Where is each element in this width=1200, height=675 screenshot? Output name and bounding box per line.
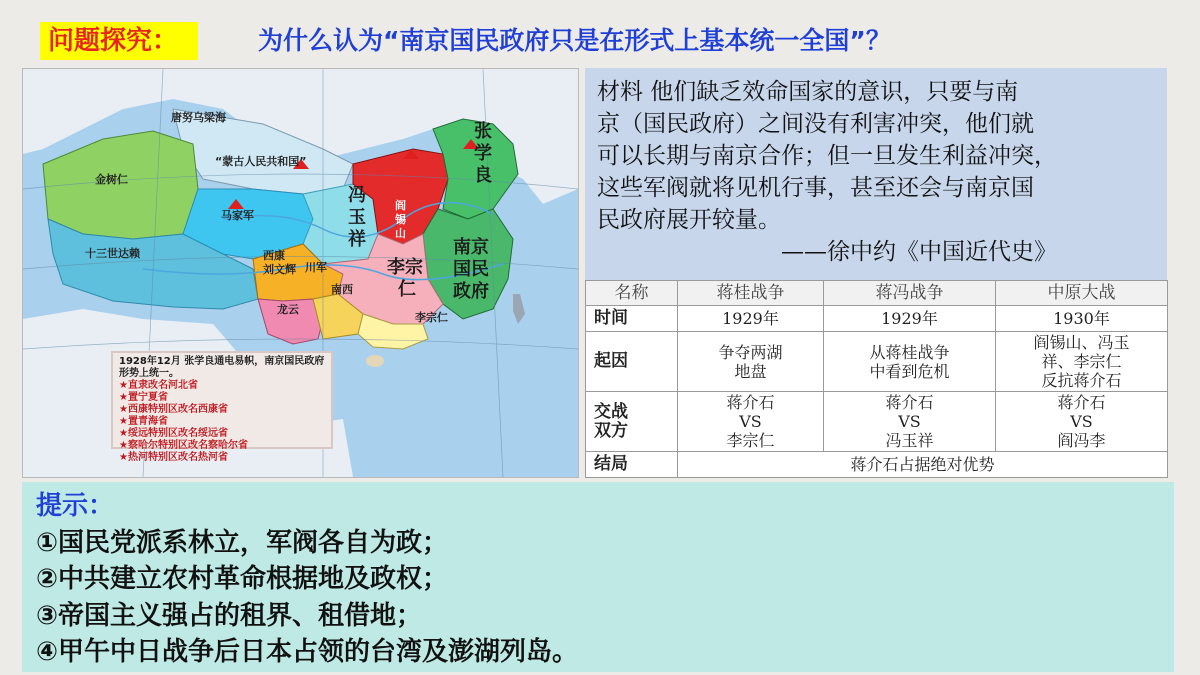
row-label: 结局 [586,452,678,478]
material-line: 材料 他们缺乏效命国家的意识，只要与南 [597,79,1019,105]
label-tannu: 唐努乌梁海 [171,111,226,124]
label-nanxi: 南西 [331,283,353,296]
material-source: ——徐中约《中国近代史》 [781,239,1057,265]
table-header: 蒋冯战争 [824,281,996,306]
hint-item: ①国民党派系林立，军阀各自为政； [36,527,449,558]
label-xikang-1: 西康 [263,249,285,262]
label-yan-1: 阎 [395,199,406,212]
material-box [585,68,1167,280]
label-lizong2: 李宗仁 [415,311,448,324]
table-row [586,452,1168,478]
map-note-lead: 1928年12月 张学良通电易帜，南京国民政府形势上统一。 [119,356,325,379]
material-line: 民政府展开较量。 [597,207,781,233]
label-longyun: 龙云 [277,303,299,316]
label-nanjing-2: 国民 [453,259,489,280]
feng-region [303,184,378,264]
label-yan-3: 山 [395,227,406,240]
table-cell: 1930年 [996,306,1168,332]
table-cell: 蒋介石 VS 冯玉祥 [824,392,996,452]
map-note-box [111,351,333,463]
label-yan-2: 锡 [395,213,406,226]
label-zhang-1: 张 [474,121,492,142]
row-label: 时间 [586,306,678,332]
label-xikang-2: 刘文辉 [263,263,296,276]
map-note-item: ★置青海省 [119,416,168,427]
row-label: 交战 双方 [586,392,678,452]
map-note-item: ★直隶改名河北省 [119,380,198,391]
table-cell: 1929年 [824,306,996,332]
table-cell: 蒋介石 VS 李宗仁 [678,392,824,452]
material-line: 京（国民政府）之间没有利害冲突，他们就 [597,111,1034,137]
table-header-row [586,281,1168,306]
material-line: 可以长期与南京合作；但一旦发生利益冲突， [597,143,1057,169]
label-zhang-3: 良 [474,165,492,186]
label-sichuan: 川军 [305,261,327,274]
table-cell: 蒋介石占据绝对优势 [678,452,1168,478]
table-cell: 1929年 [678,306,824,332]
hainan-island [366,355,384,367]
map-note-item: ★察哈尔特别区改名察哈尔省 [119,440,248,451]
row-label: 起因 [586,332,678,392]
label-zhang-2: 学 [474,143,492,164]
taiwan-island [513,294,525,324]
table-header: 中原大战 [996,281,1168,306]
label-ma: 马家军 [221,209,254,222]
label-xinjiang: 金树仁 [95,173,128,186]
wars-table [585,280,1168,478]
table-row [586,332,1168,392]
label-li-1: 李宗 [387,257,423,278]
label-feng-3: 祥 [348,229,366,250]
label-feng-2: 玉 [348,207,366,228]
map-note-item: ★热河特别区改名热河省 [119,452,228,463]
label-nanjing-3: 政府 [453,281,489,302]
hint-item: ③帝国主义强占的租界、租借地； [36,600,423,631]
label-mongolia: “蒙古人民共和国” [215,155,307,168]
map-note-item: ★绥远特别区改名绥远省 [119,428,228,439]
label-li-2: 仁 [398,279,416,300]
hint-title: 提示： [36,491,115,521]
label-feng-1: 冯 [348,185,366,206]
map-note-item: ★置宁夏省 [119,392,168,403]
label-dalai: 十三世达赖 [85,247,140,260]
warlord-map [22,68,579,478]
table-row [586,392,1168,452]
table-cell: 争夺两湖 地盘 [678,332,824,392]
table-cell: 从蒋桂战争 中看到危机 [824,332,996,392]
hint-item: ②中共建立农村革命根据地及政权； [36,564,449,594]
topic-badge: 问题探究： [40,22,198,60]
map-note-item: ★西康特别区改名西康省 [119,404,228,415]
table-header: 名称 [586,281,678,306]
table-header: 蒋桂战争 [678,281,824,306]
hint-box [22,482,1174,672]
label-nanjing-1: 南京 [453,237,489,258]
table-cell: 蒋介石 VS 阎冯李 [996,392,1168,452]
hint-item: ④甲午中日战争后日本占领的台湾及澎湖列岛。 [36,637,579,667]
material-line: 这些军阀就将见机行事，甚至还会与南京国 [597,175,1034,201]
table-cell: 阎锡山、冯玉 祥、李宗仁 反抗蒋介石 [996,332,1168,392]
table-row [586,306,1168,332]
question-title: 为什么认为“南京国民政府只是在形式上基本统一全国”？ [258,26,891,55]
